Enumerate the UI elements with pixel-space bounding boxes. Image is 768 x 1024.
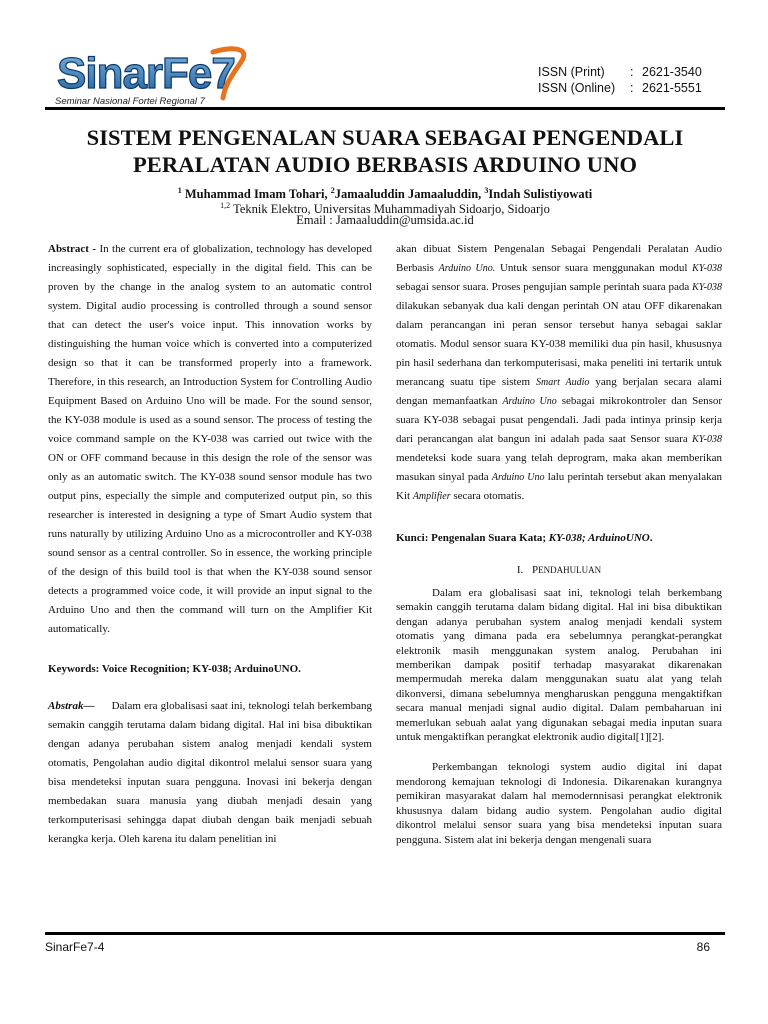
abstrak-continued (396, 240, 722, 506)
author-sup: 2 (330, 186, 335, 195)
logo-subtitle: Seminar Nasional Fortei Regional 7 (55, 96, 205, 107)
text: sebagai mikrokontroler dan Sensor suara KY-038 sebagai pusat pengendali. Jadi pada intinya prinsip kerja dari perancangan alat bangun ini adalah pada saat Sensor suara (396, 395, 723, 445)
term-arduino: Arduino Uno. (438, 263, 496, 274)
title-line-2: PERALATAN AUDIO BERBASIS ARDUINO UNO (132, 152, 638, 177)
term-amplifier: Amplifier (412, 491, 451, 502)
left-column (48, 240, 372, 849)
term-arduino: Arduino Uno (491, 472, 545, 483)
kunci-id (396, 532, 722, 544)
abstract-text: In the current era of globalization, technology has developed increasingly sophisticated, especially in the digital field. This can be proven by the change in the analog system to an automatic control system. Digital audio processing is controlled through a sound sensor that can detect the user's voice input. This innovation works by distinguishing the human voice which is converted into a computerized design so that it can be transformed properly into a framework. Therefore, in this research, an Introduction System for Controlling Audio Equipment Based on Arduino Uno will be made. For the sound sensor, the KY-038 module is used as a sound sensor. The process of testing the voice command sample on the KY-038 was carried out twice with the ON or OFF command because in this design the role of the sensor was only as an automatic switch. The KY-038 sound sensor module has two output pins, especially the simple and computerized output pin, so this researcher is interested in designing a type of Smart Audio system that runs naturally by utilizing Arduino Uno as a microcontroller and KY-038 sound sensor as a central controller. So in essence, the working principle of the design of this build tool is that when the KY-038 sound sensor detects a programmed voice code, it will provide an input signal to the Arduino Uno and then the command will turn on the Amplifier Kit automatically. (48, 243, 372, 635)
intro-paragraph-2: Perkembangan teknologi system audio digital ini dapat mendorong kemajuan teknologi di Indonesia. Dikarenakan kurangnya pemikiran masyarakat dalam hal memodernnisasi perangkat elektronik khususnya dalam bidang audio system. Pengolahan audio digital dikontrol melalui sensor suara yang bisa mendeteksi inputan suara pengguna. Sistem alat ini bekerja dengan mengenali suara (396, 761, 722, 846)
author-sup: 3 (484, 186, 489, 195)
issn-value: 2621-3540 (642, 65, 702, 79)
footer-label: SinarFe7-4 (45, 940, 105, 954)
term-smart-audio: Smart Audio (536, 377, 590, 388)
page-number: 86 (696, 940, 710, 954)
text: sebagai sensor suara. Proses pengujian sample perintah suara pada (396, 281, 690, 293)
text: yang berjalan secara alami dengan memanfaatkan (396, 376, 723, 407)
issn-label: ISSN (Online) (538, 81, 616, 95)
kunci-end: . (649, 532, 653, 544)
affil-sup: 1,2 (220, 201, 231, 210)
abstrak-id (48, 697, 372, 849)
kunci-terms: KY-038; ArduinoUNO (548, 532, 650, 544)
issn-sep: : (630, 81, 634, 95)
author-sup: 1 (177, 186, 182, 195)
right-column (396, 240, 722, 847)
issn-online (538, 80, 702, 96)
issn-block (538, 64, 702, 96)
section-title-rest: ENDAHULUAN (538, 565, 602, 575)
title-line-1: SISTEM PENGENALAN SUARA SEBAGAI PENGENDALI (86, 125, 684, 150)
term-ky038: KY-038 (692, 263, 722, 274)
issn-label: ISSN (Print) (538, 65, 605, 79)
author-email: Email : Jamaaluddin@umsida.ac.id (296, 213, 474, 227)
author-name: Muhammad Imam Tohari, (184, 187, 328, 202)
header-rule (45, 107, 725, 110)
abstrak-label: Abstrak— (48, 700, 95, 712)
footer-rule (45, 932, 725, 935)
intro-paragraph-1: Dalam era globalisasi saat ini, teknologi telah berkembang semakin canggih terutama dalam bidang digital. Hal ini bisa dibuktikan dengan adanya perubahan system analog menjadi kendali system otomatis yang dimana pada era sebelumnya perangkat-perangkat elektronik masih menggunakan system analog. Perubahan ini memberikan dampak positif terhadap masyarakat dikarenakan mempermudah mereka dalam menggunakan suatu alat yang telah dikonversi, dimana sebelumnya mengharuskan pengguna mengaktifkan secara manual menjadi signal audio digital. Dalam pembaharuan ini memerlukan sebuah aalat yang digunakan sebagai media inputan suara untuk mengaktifkan perangkat elektronik audio digital[1][2]. (396, 587, 722, 744)
issn-value: 2621-5551 (642, 81, 702, 95)
section-number: I. (516, 564, 524, 576)
issn-print (538, 64, 702, 80)
paper-title (40, 124, 730, 178)
text: dilakukan sebanyak dua kali dengan perintah ON atau OFF dikarenakan dalam perancangan ini peran sensor tersebut hanya sebagai saklar otomatis. Modul sensor suara KY-038 memiliki dua pin hasil, khususnya pin hasil sederhana dan terkomputerisasi, maka peneliti ini tertarik untuk merancang suatu tipe sistem (396, 300, 722, 388)
section-heading (396, 564, 722, 576)
term-ky038: KY-038 (692, 282, 722, 293)
text: mendeteksi kode suara yang telah deprogram, maka akan memberikan masukan sinyal pada (396, 452, 722, 483)
text: Untuk sensor suara menggunakan modul (499, 262, 688, 274)
term-ky038: KY-038 (692, 434, 722, 445)
text: lalu perintah tersebut akan menyalakan Kit (396, 471, 722, 502)
text: secara otomatis. (453, 490, 525, 502)
author-name: Indah Sulistiyowati (488, 187, 593, 202)
keywords-en: Keywords: Voice Recognition; KY-038; ArduinoUNO. (48, 663, 301, 675)
abstract-en (48, 240, 372, 639)
issn-sep: : (630, 65, 634, 79)
kunci-label: Kunci: Pengenalan Suara Kata; (396, 532, 547, 544)
term-arduino: Arduino Uno (502, 396, 557, 407)
text: akan dibuat Sistem Pengenalan Sebagai Pengendali Peralatan Audio Berbasis (396, 243, 722, 274)
logo-wordmark: SinarFe7 (57, 49, 235, 98)
abstrak-text: Dalam era globalisasi saat ini, teknologi telah berkembang semakin canggih terutama dalam bidang digital. Hal ini bisa dibuktikan dengan adanya perubahan sistem analog menjadi kendali system otomatis, Pengolahan audio digital dikontrol melalui sensor suara yang bisa mendeteksi inputan suara pengguna. Inovasi ini bekerja dengan membedakan suara manusia yang diubah menjadi desain yang terkomputerisasi sehingga dapat diubah dengan baik menjadi sebuah kerangka kerja. Oleh karena itu dalam penelitian ini (48, 700, 372, 845)
author-name: Jamaaluddin Jamaaluddin, (334, 187, 482, 202)
section-initial: P (532, 564, 539, 576)
abstract-label: Abstract - (48, 243, 97, 255)
affil-text: Teknik Elektro, Universitas Muhammadiyah Sidoarjo, Sidoarjo (233, 202, 550, 217)
